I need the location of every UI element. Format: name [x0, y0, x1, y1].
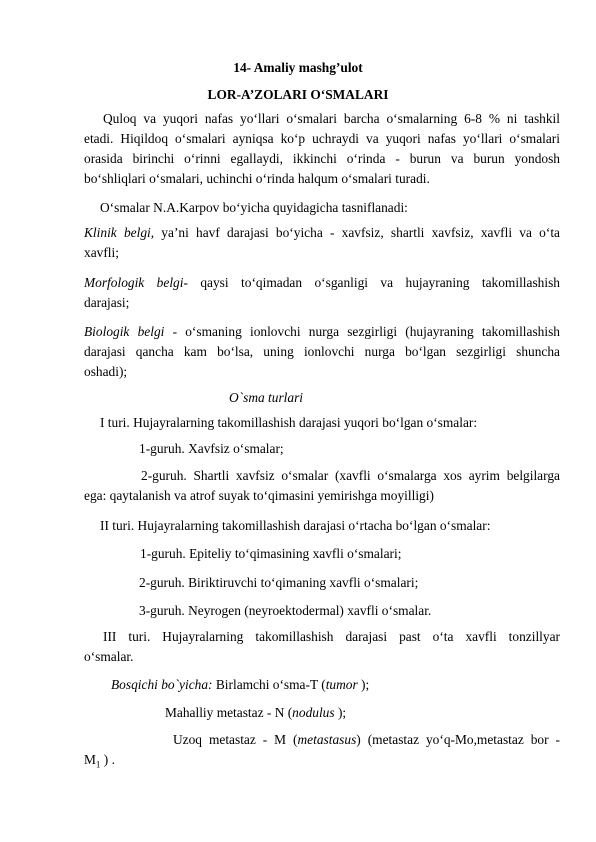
biologik-line-1: Biologik belgi - o‘smaning ionlovchi nurga sezgirligi (hujayraning takomillashish — [84, 324, 560, 339]
staging-distant-line1: Uzoq metastaz - M (metastasus) (metastaz yo‘q-Mo,metastaz bor - — [173, 732, 560, 747]
biologik-line-2: darajasi qancha kam bo‘lsa, uning ionlovchi nurga bo‘lgan sezgirligi shuncha — [84, 344, 560, 359]
staging-regional-line: Mahalliy metastaz - N (nodulus ); — [165, 705, 347, 720]
morfologik-line-2: darajasi; — [84, 295, 130, 310]
karpov-classification-line: O‘smalar N.A.Karpov bo‘yicha quyidagicha tasniflanadi: — [100, 200, 408, 215]
lesson-title: 14- Amaliy mashg’ulot — [233, 60, 363, 75]
morfologik-term: Morfologik belgi- — [84, 275, 188, 290]
type1-group2-line2: ega: qaytalanish va atrof suyak to‘qimasini yemirishga moyilligi) — [84, 488, 434, 503]
intro-line-2: etadi. Hiqildoq o‘smalari ayniqsa ko‘p uchraydi va yuqori nafas yo‘llari o‘smalari — [84, 131, 560, 146]
klinik-term: Klinik belgi, — [84, 225, 155, 240]
type3-line2: o‘smalar. — [84, 649, 134, 664]
intro-line-1: Quloq va yuqori nafas yo‘llari o‘smalari barcha o‘smalarning 6-8 % ni tashkil — [103, 111, 560, 126]
staging-distant-line2: $M_1$ ) . — [84, 752, 115, 770]
type1-group1: 1-guruh. Xavfsiz o‘smalar; — [139, 441, 284, 456]
turlari-heading: O`sma turlari — [229, 390, 304, 405]
type1-heading: I turi. Hujayralarning takomillashish darajasi yuqori bo‘lgan o‘smalar: — [100, 415, 478, 430]
staging-label: Bosqichi bo`yicha: — [111, 677, 213, 692]
type3-line1: III turi. Hujayralarning takomillashish darajasi past o‘ta xavfli tonzillyar — [103, 629, 560, 644]
type2-group2: 2-guruh. Biriktiruvchi to‘qimaning xavfli o‘smalari; — [139, 575, 419, 590]
type2-heading: II turi. Hujayralarning takomillashish darajasi o‘rtacha bo‘lgan o‘smalar: — [100, 518, 491, 533]
intro-line-3: orasida birinchi o‘rinni egallaydi, ikkinchi o‘rinda - burun va burun yondosh — [84, 151, 560, 166]
morfologik-line-1: Morfologik belgi- qaysi to‘qimadan o‘sganligi va hujayraning takomillashish — [84, 275, 560, 290]
staging-primary-line: Bosqichi bo`yicha: Birlamchi o‘sma-T (tumor ); — [111, 677, 370, 692]
type2-group1: 1-guruh. Epiteliy to‘qimasining xavfli o‘smalari; — [140, 546, 402, 561]
type2-group3: 3-guruh. Neyrogen (neyroektodermal) xavfli o‘smalar. — [139, 603, 432, 618]
biologik-line-3: oshadi); — [84, 364, 128, 379]
section-title: LOR-A’ZOLARI O‘SMALARI — [207, 87, 389, 102]
klinik-line-1: Klinik belgi, ya’ni havf darajasi bo‘yicha - xavfsiz, shartli xavfsiz, xavfli va o‘ta — [84, 225, 560, 240]
intro-line-4: bo‘shliqlari o‘smalari, uchinchi o‘rinda halqum o‘smalari turadi. — [84, 171, 430, 186]
type1-group2-line1: 2-guruh. Shartli xavfsiz o‘smalar (xavfli o‘smalarga xos ayrim belgilarga — [141, 468, 560, 483]
klinik-line-2: xavfli; — [84, 245, 119, 260]
biologik-term: Biologik belgi — [84, 324, 165, 339]
